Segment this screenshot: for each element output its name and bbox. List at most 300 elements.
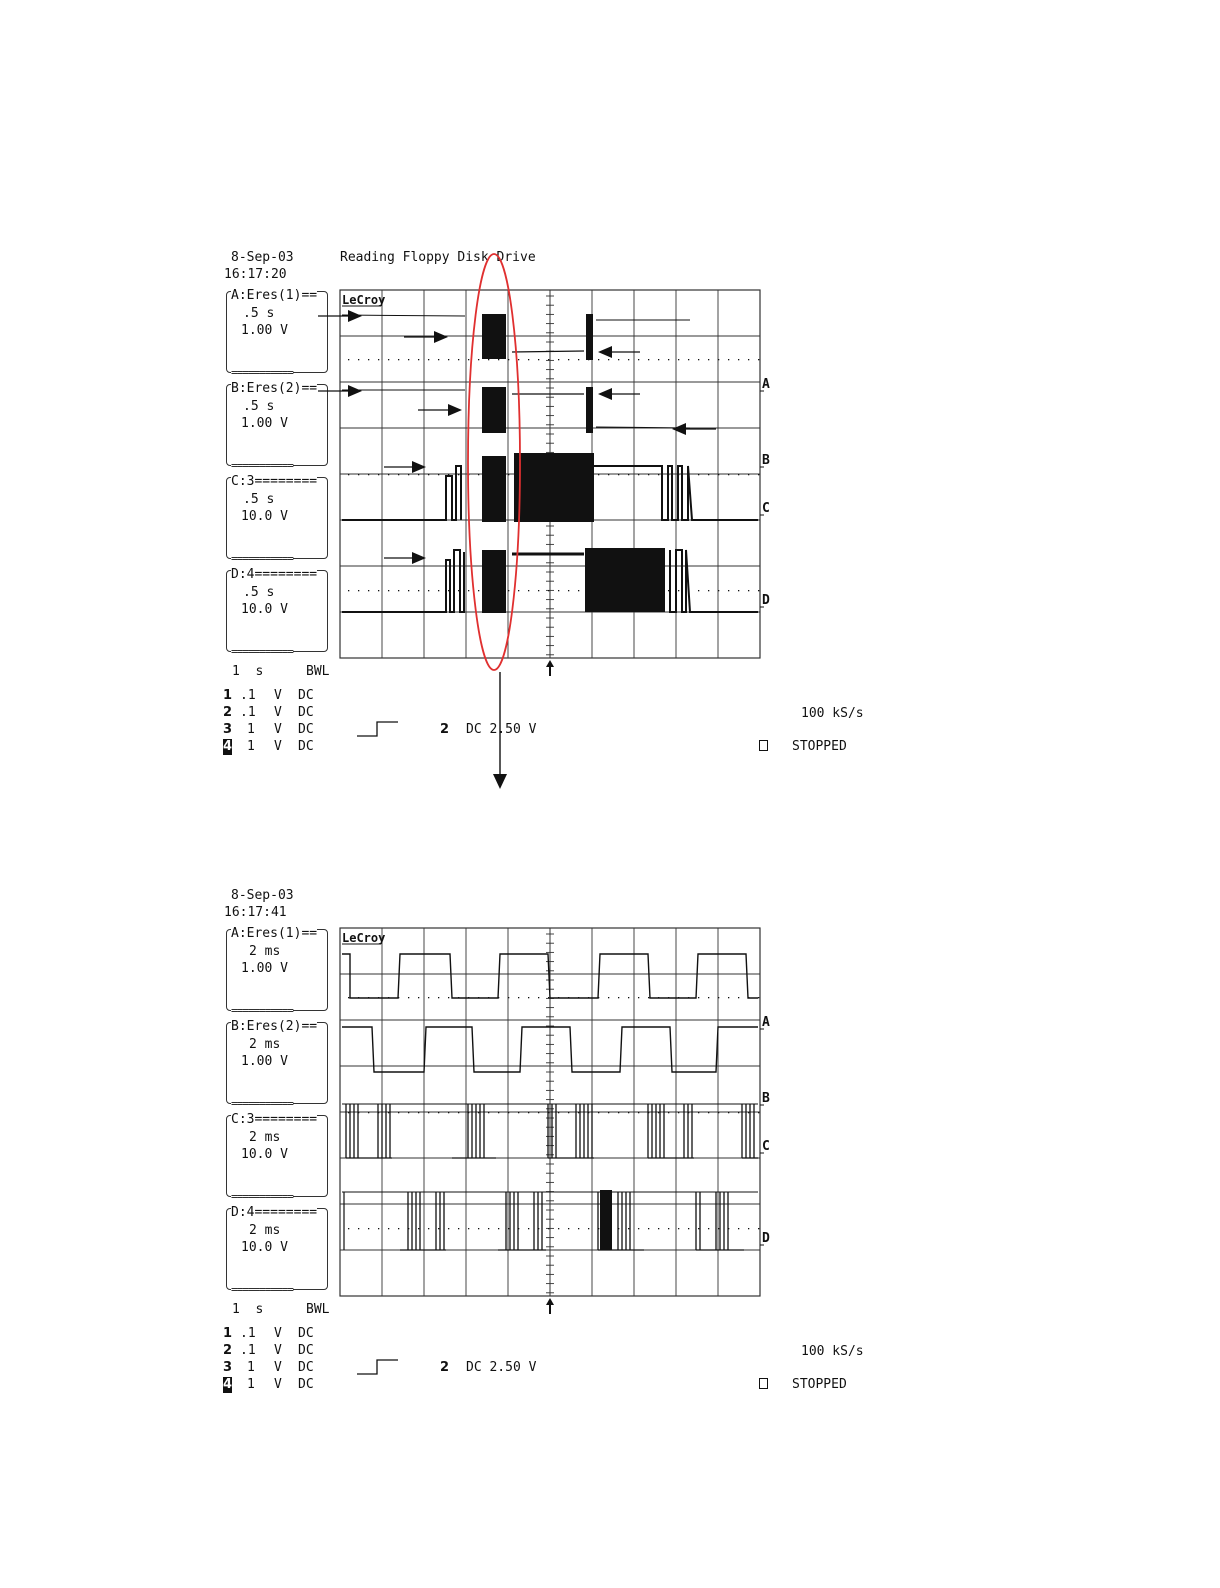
transition-arrow-head (493, 774, 507, 789)
setting-row-unit: V (274, 722, 282, 737)
reference-dot (368, 1112, 369, 1113)
bottom-timebase: 1 s (232, 1302, 264, 1317)
reference-dot (718, 474, 719, 475)
arrow-head (598, 388, 612, 400)
reference-dot (408, 359, 409, 360)
trace-label-c: C (762, 501, 770, 516)
bottom-timebase: 1 s (232, 664, 264, 679)
reference-dot (588, 1228, 589, 1229)
reference-dot (738, 997, 739, 998)
reference-dot (348, 590, 349, 591)
waveform-a (512, 351, 584, 352)
reference-dot (468, 590, 469, 591)
reference-dot (438, 1228, 439, 1229)
channel-box-divider: =========== (231, 459, 293, 472)
reference-dot (378, 359, 379, 360)
reference-dot (538, 590, 539, 591)
reference-dot (438, 590, 439, 591)
reference-dot (538, 1112, 539, 1113)
acquisition-status: STOPPED (792, 1377, 847, 1392)
setting-row-value: 1 (247, 1377, 255, 1392)
reference-dot (708, 359, 709, 360)
reference-dot (378, 474, 379, 475)
trace-label-d: D (762, 593, 770, 608)
reference-dot (568, 359, 569, 360)
setting-row-value: 1 (247, 739, 255, 754)
arrow-head (448, 404, 462, 416)
waveform-c-burst (514, 453, 594, 522)
setting-row-unit: V (274, 1326, 282, 1341)
setting-row-number: 4 (223, 1377, 233, 1392)
reference-dot (348, 359, 349, 360)
reference-dot (628, 474, 629, 475)
reference-dot (618, 359, 619, 360)
reference-dot (658, 1112, 659, 1113)
trigger-level: DC 2.50 V (466, 1360, 537, 1375)
reference-dot (698, 997, 699, 998)
setting-row-value: 1 (247, 722, 255, 737)
setting-row-coupling: DC (298, 1360, 314, 1375)
reference-dot (758, 1228, 759, 1229)
reference-dot (538, 997, 539, 998)
reference-dot (518, 1112, 519, 1113)
reference-dot (748, 1112, 749, 1113)
setting-row-coupling: DC (298, 722, 314, 737)
reference-dot (758, 997, 759, 998)
reference-dot (478, 474, 479, 475)
reference-dot (658, 474, 659, 475)
channel-c-volts: 10.0 V (241, 1147, 288, 1162)
annotation-arrow (418, 404, 462, 416)
reference-dot (528, 359, 529, 360)
channel-box-divider: =========== (231, 1004, 293, 1017)
time-label: 16:17:41 (224, 905, 287, 920)
setting-row-value: 1 (247, 1360, 255, 1375)
reference-dot (758, 590, 759, 591)
reference-dot (668, 1112, 669, 1113)
reference-dot (358, 1228, 359, 1229)
reference-dot (458, 359, 459, 360)
reference-dot (478, 590, 479, 591)
setting-row-number: 2 (223, 1343, 233, 1358)
reference-dot (578, 359, 579, 360)
reference-dot (628, 997, 629, 998)
trigger-slope-icon (357, 1360, 398, 1374)
setting-row-coupling: DC (298, 739, 314, 754)
setting-row-unit: V (274, 1360, 282, 1375)
reference-dot (478, 1228, 479, 1229)
arrow-head (672, 423, 686, 435)
reference-dot (708, 590, 709, 591)
setting-row-coupling: DC (298, 1377, 314, 1392)
reference-dot (418, 590, 419, 591)
setting-row-unit: V (274, 739, 282, 754)
reference-dot (418, 1112, 419, 1113)
reference-dot (418, 359, 419, 360)
arrow-head (348, 310, 362, 322)
reference-dot (428, 997, 429, 998)
reference-dot (618, 997, 619, 998)
reference-dot (698, 474, 699, 475)
reference-dot (638, 997, 639, 998)
reference-dot (438, 1112, 439, 1113)
reference-dot (668, 359, 669, 360)
trace-label-a: A (762, 377, 770, 392)
reference-dot (518, 590, 519, 591)
reference-dot (648, 359, 649, 360)
reference-dot (448, 997, 449, 998)
reference-dot (358, 474, 359, 475)
waveform-d (670, 550, 758, 612)
reference-dot (428, 590, 429, 591)
reference-dot (418, 474, 419, 475)
reference-dot (418, 1228, 419, 1229)
reference-dot (738, 590, 739, 591)
setting-row-number: 1 (223, 688, 233, 703)
setting-row-value: .1 (240, 688, 256, 703)
reference-dot (718, 590, 719, 591)
reference-dot (468, 359, 469, 360)
channel-box-divider: =========== (231, 1283, 293, 1296)
arrow-head (348, 385, 362, 397)
reference-dot (758, 1112, 759, 1113)
reference-dot (698, 1228, 699, 1229)
bwl-label: BWL (306, 1302, 330, 1317)
reference-dot (488, 359, 489, 360)
reference-dot (438, 359, 439, 360)
waveform-d-burst (482, 550, 506, 613)
reference-dot (748, 1228, 749, 1229)
reference-dot (438, 474, 439, 475)
channel-d-volts: 10.0 V (241, 1240, 288, 1255)
reference-dot (368, 590, 369, 591)
reference-dot (498, 1112, 499, 1113)
reference-dot (758, 359, 759, 360)
setting-row-coupling: DC (298, 1326, 314, 1341)
setting-row-number: 2 (223, 705, 233, 720)
waveform-d (342, 550, 464, 612)
reference-dot (388, 474, 389, 475)
waveform-a-burst (482, 314, 506, 359)
trace-label-b: B (762, 1091, 770, 1106)
reference-dot (348, 1228, 349, 1229)
reference-dot (598, 359, 599, 360)
reference-dot (738, 359, 739, 360)
setting-row-number: 1 (223, 1326, 233, 1341)
channel-box-divider: =========== (231, 1097, 293, 1110)
trace-label-c: C (762, 1139, 770, 1154)
waveform-a-burst (586, 314, 593, 360)
reference-dot (408, 474, 409, 475)
channel-b-timebase: 2 ms (249, 1037, 281, 1052)
setting-row-unit: V (274, 1343, 282, 1358)
channel-d-head: D:4======== (231, 567, 318, 582)
reference-dot (358, 359, 359, 360)
reference-dot (578, 1112, 579, 1113)
marker-head (546, 660, 554, 667)
reference-dot (428, 1228, 429, 1229)
reference-dot (648, 474, 649, 475)
channel-b-timebase: .5 s (243, 399, 275, 414)
trace-label-d: D (762, 1231, 770, 1246)
setting-row-coupling: DC (298, 1343, 314, 1358)
setting-row-number: 3 (223, 1360, 233, 1375)
reference-dot (648, 997, 649, 998)
reference-dot (388, 590, 389, 591)
reference-dot (488, 1112, 489, 1113)
reference-dot (598, 474, 599, 475)
reference-dot (748, 359, 749, 360)
reference-dot (608, 359, 609, 360)
channel-a-head: A:Eres(1)== (231, 288, 318, 303)
reference-dot (508, 997, 509, 998)
reference-dot (698, 590, 699, 591)
brand-logo: LeCroy (342, 931, 386, 945)
reference-dot (478, 359, 479, 360)
reference-dot (758, 474, 759, 475)
reference-dot (448, 1112, 449, 1113)
reference-dot (708, 997, 709, 998)
reference-dot (348, 474, 349, 475)
trace-label-b: B (762, 453, 770, 468)
reference-dot (558, 359, 559, 360)
channel-b-volts: 1.00 V (241, 1054, 288, 1069)
transition-arrow (493, 672, 507, 789)
reference-dot (728, 474, 729, 475)
reference-dot (718, 1228, 719, 1229)
waveform-d-burst (585, 548, 665, 612)
reference-dot (688, 359, 689, 360)
setting-row-unit: V (274, 688, 282, 703)
reference-dot (638, 474, 639, 475)
channel-b-volts: 1.00 V (241, 416, 288, 431)
reference-dot (398, 359, 399, 360)
reference-dot (578, 1228, 579, 1229)
reference-dot (408, 1112, 409, 1113)
reference-dot (548, 359, 549, 360)
reference-dot (388, 359, 389, 360)
reference-dot (348, 1112, 349, 1113)
reference-dot (578, 590, 579, 591)
reference-dot (388, 1228, 389, 1229)
setting-row-value: .1 (240, 705, 256, 720)
brand-logo: LeCroy (342, 293, 386, 307)
reference-dot (748, 590, 749, 591)
reference-dot (658, 1228, 659, 1229)
setting-row-coupling: DC (298, 705, 314, 720)
annotation-arrow (404, 331, 448, 343)
reference-dot (408, 590, 409, 591)
reference-dot (638, 1112, 639, 1113)
reference-dot (568, 590, 569, 591)
arrow-head (598, 346, 612, 358)
reference-dot (618, 474, 619, 475)
reference-dot (548, 1228, 549, 1229)
reference-dot (608, 1112, 609, 1113)
setting-row-unit: V (274, 1377, 282, 1392)
reference-dot (498, 1228, 499, 1229)
channel-c-timebase: .5 s (243, 492, 275, 507)
trigger-level: DC 2.50 V (466, 722, 537, 737)
reference-dot (698, 1112, 699, 1113)
reference-dot (708, 1112, 709, 1113)
reference-dot (458, 474, 459, 475)
waveform-b-burst (586, 387, 593, 433)
reference-dot (538, 359, 539, 360)
arrow-head (434, 331, 448, 343)
reference-dot (398, 474, 399, 475)
reference-dot (358, 590, 359, 591)
reference-dot (508, 359, 509, 360)
reference-dot (678, 1112, 679, 1113)
date-label: 8-Sep-03 (231, 250, 294, 265)
reference-dot (368, 1228, 369, 1229)
setting-row-value: .1 (240, 1343, 256, 1358)
reference-dot (728, 997, 729, 998)
waveform-b-burst (482, 387, 506, 433)
channel-c-timebase: 2 ms (249, 1130, 281, 1145)
reference-dot (388, 1112, 389, 1113)
setting-row-number: 4 (223, 739, 233, 754)
time-label: 16:17:20 (224, 267, 287, 282)
channel-a-head: A:Eres(1)== (231, 926, 318, 941)
channel-box-divider: =========== (231, 366, 293, 379)
reference-dot (528, 997, 529, 998)
reference-dot (488, 1228, 489, 1229)
channel-box-divider: =========== (231, 552, 293, 565)
screen-title: Reading Floppy Disk Drive (340, 250, 536, 265)
reference-dot (648, 1228, 649, 1229)
reference-dot (628, 359, 629, 360)
reference-dot (518, 359, 519, 360)
reference-dot (558, 1228, 559, 1229)
reference-dot (448, 359, 449, 360)
reference-dot (688, 1228, 689, 1229)
channel-a-volts: 1.00 V (241, 323, 288, 338)
channel-b-head: B:Eres(2)== (231, 381, 318, 396)
channel-d-head: D:4======== (231, 1205, 318, 1220)
reference-dot (718, 1112, 719, 1113)
channel-box-divider: =========== (231, 1190, 293, 1203)
reference-dot (568, 1112, 569, 1113)
reference-dot (398, 1112, 399, 1113)
sample-rate: 100 kS/s (801, 706, 864, 721)
trace-label-a: A (762, 1015, 770, 1030)
reference-dot (508, 474, 509, 475)
trigger-position-marker (546, 660, 554, 676)
reference-dot (558, 590, 559, 591)
trigger-position-marker (546, 1298, 554, 1314)
reference-dot (418, 997, 419, 998)
reference-dot (568, 1228, 569, 1229)
reference-dot (628, 1112, 629, 1113)
reference-dot (728, 1112, 729, 1113)
reference-dot (478, 1112, 479, 1113)
reference-dot (458, 1228, 459, 1229)
reference-dot (748, 474, 749, 475)
channel-a-timebase: 2 ms (249, 944, 281, 959)
reference-dot (608, 474, 609, 475)
reference-dot (558, 1112, 559, 1113)
reference-dot (398, 1228, 399, 1229)
reference-dot (428, 359, 429, 360)
reference-dot (528, 1228, 529, 1229)
reference-dot (718, 359, 719, 360)
reference-dot (598, 1112, 599, 1113)
reference-dot (738, 474, 739, 475)
acquisition-status: STOPPED (792, 739, 847, 754)
date-label: 8-Sep-03 (231, 888, 294, 903)
marker-head (546, 1298, 554, 1305)
reference-dot (528, 590, 529, 591)
reference-dot (408, 997, 409, 998)
reference-dot (678, 359, 679, 360)
reference-dot (448, 1228, 449, 1229)
reference-dot (378, 1228, 379, 1229)
reference-dot (708, 474, 709, 475)
sample-rate: 100 kS/s (801, 1344, 864, 1359)
channel-b-head: B:Eres(2)== (231, 1019, 318, 1034)
channel-a-timebase: .5 s (243, 306, 275, 321)
channel-box-divider: =========== (231, 645, 293, 658)
reference-dot (738, 1228, 739, 1229)
channel-d-volts: 10.0 V (241, 602, 288, 617)
reference-dot (348, 997, 349, 998)
reference-dot (548, 590, 549, 591)
trigger-channel: 2 (440, 722, 450, 737)
reference-dot (698, 359, 699, 360)
reference-dot (508, 1112, 509, 1113)
channel-d-timebase: .5 s (243, 585, 275, 600)
reference-dot (658, 359, 659, 360)
annotation-arrow (384, 461, 426, 473)
reference-dot (528, 1112, 529, 1113)
reference-dot (428, 1112, 429, 1113)
reference-dot (678, 590, 679, 591)
reference-dot (498, 359, 499, 360)
channel-a-volts: 1.00 V (241, 961, 288, 976)
reference-dot (518, 997, 519, 998)
trigger-channel: 2 (440, 1360, 450, 1375)
reference-dot (438, 997, 439, 998)
reference-dot (668, 1228, 669, 1229)
reference-dot (638, 1228, 639, 1229)
reference-dot (738, 1112, 739, 1113)
trigger-slope-icon (357, 722, 398, 736)
channel-c-volts: 10.0 V (241, 509, 288, 524)
reference-dot (428, 474, 429, 475)
reference-dot (378, 590, 379, 591)
reference-dot (618, 1112, 619, 1113)
reference-dot (398, 590, 399, 591)
setting-row-coupling: DC (298, 688, 314, 703)
reference-dot (638, 359, 639, 360)
reference-dot (678, 1228, 679, 1229)
reference-dot (508, 1228, 509, 1229)
channel-c-head: C:3======== (231, 1112, 318, 1127)
reference-dot (368, 359, 369, 360)
reference-dot (458, 1112, 459, 1113)
reference-dot (368, 474, 369, 475)
bwl-label: BWL (306, 664, 330, 679)
reference-dot (548, 997, 549, 998)
channel-d-timebase: 2 ms (249, 1223, 281, 1238)
setting-row-unit: V (274, 705, 282, 720)
waveform-d-burst (600, 1190, 612, 1250)
reference-dot (628, 1228, 629, 1229)
annotation-arrow (672, 423, 716, 435)
reference-dot (508, 590, 509, 591)
